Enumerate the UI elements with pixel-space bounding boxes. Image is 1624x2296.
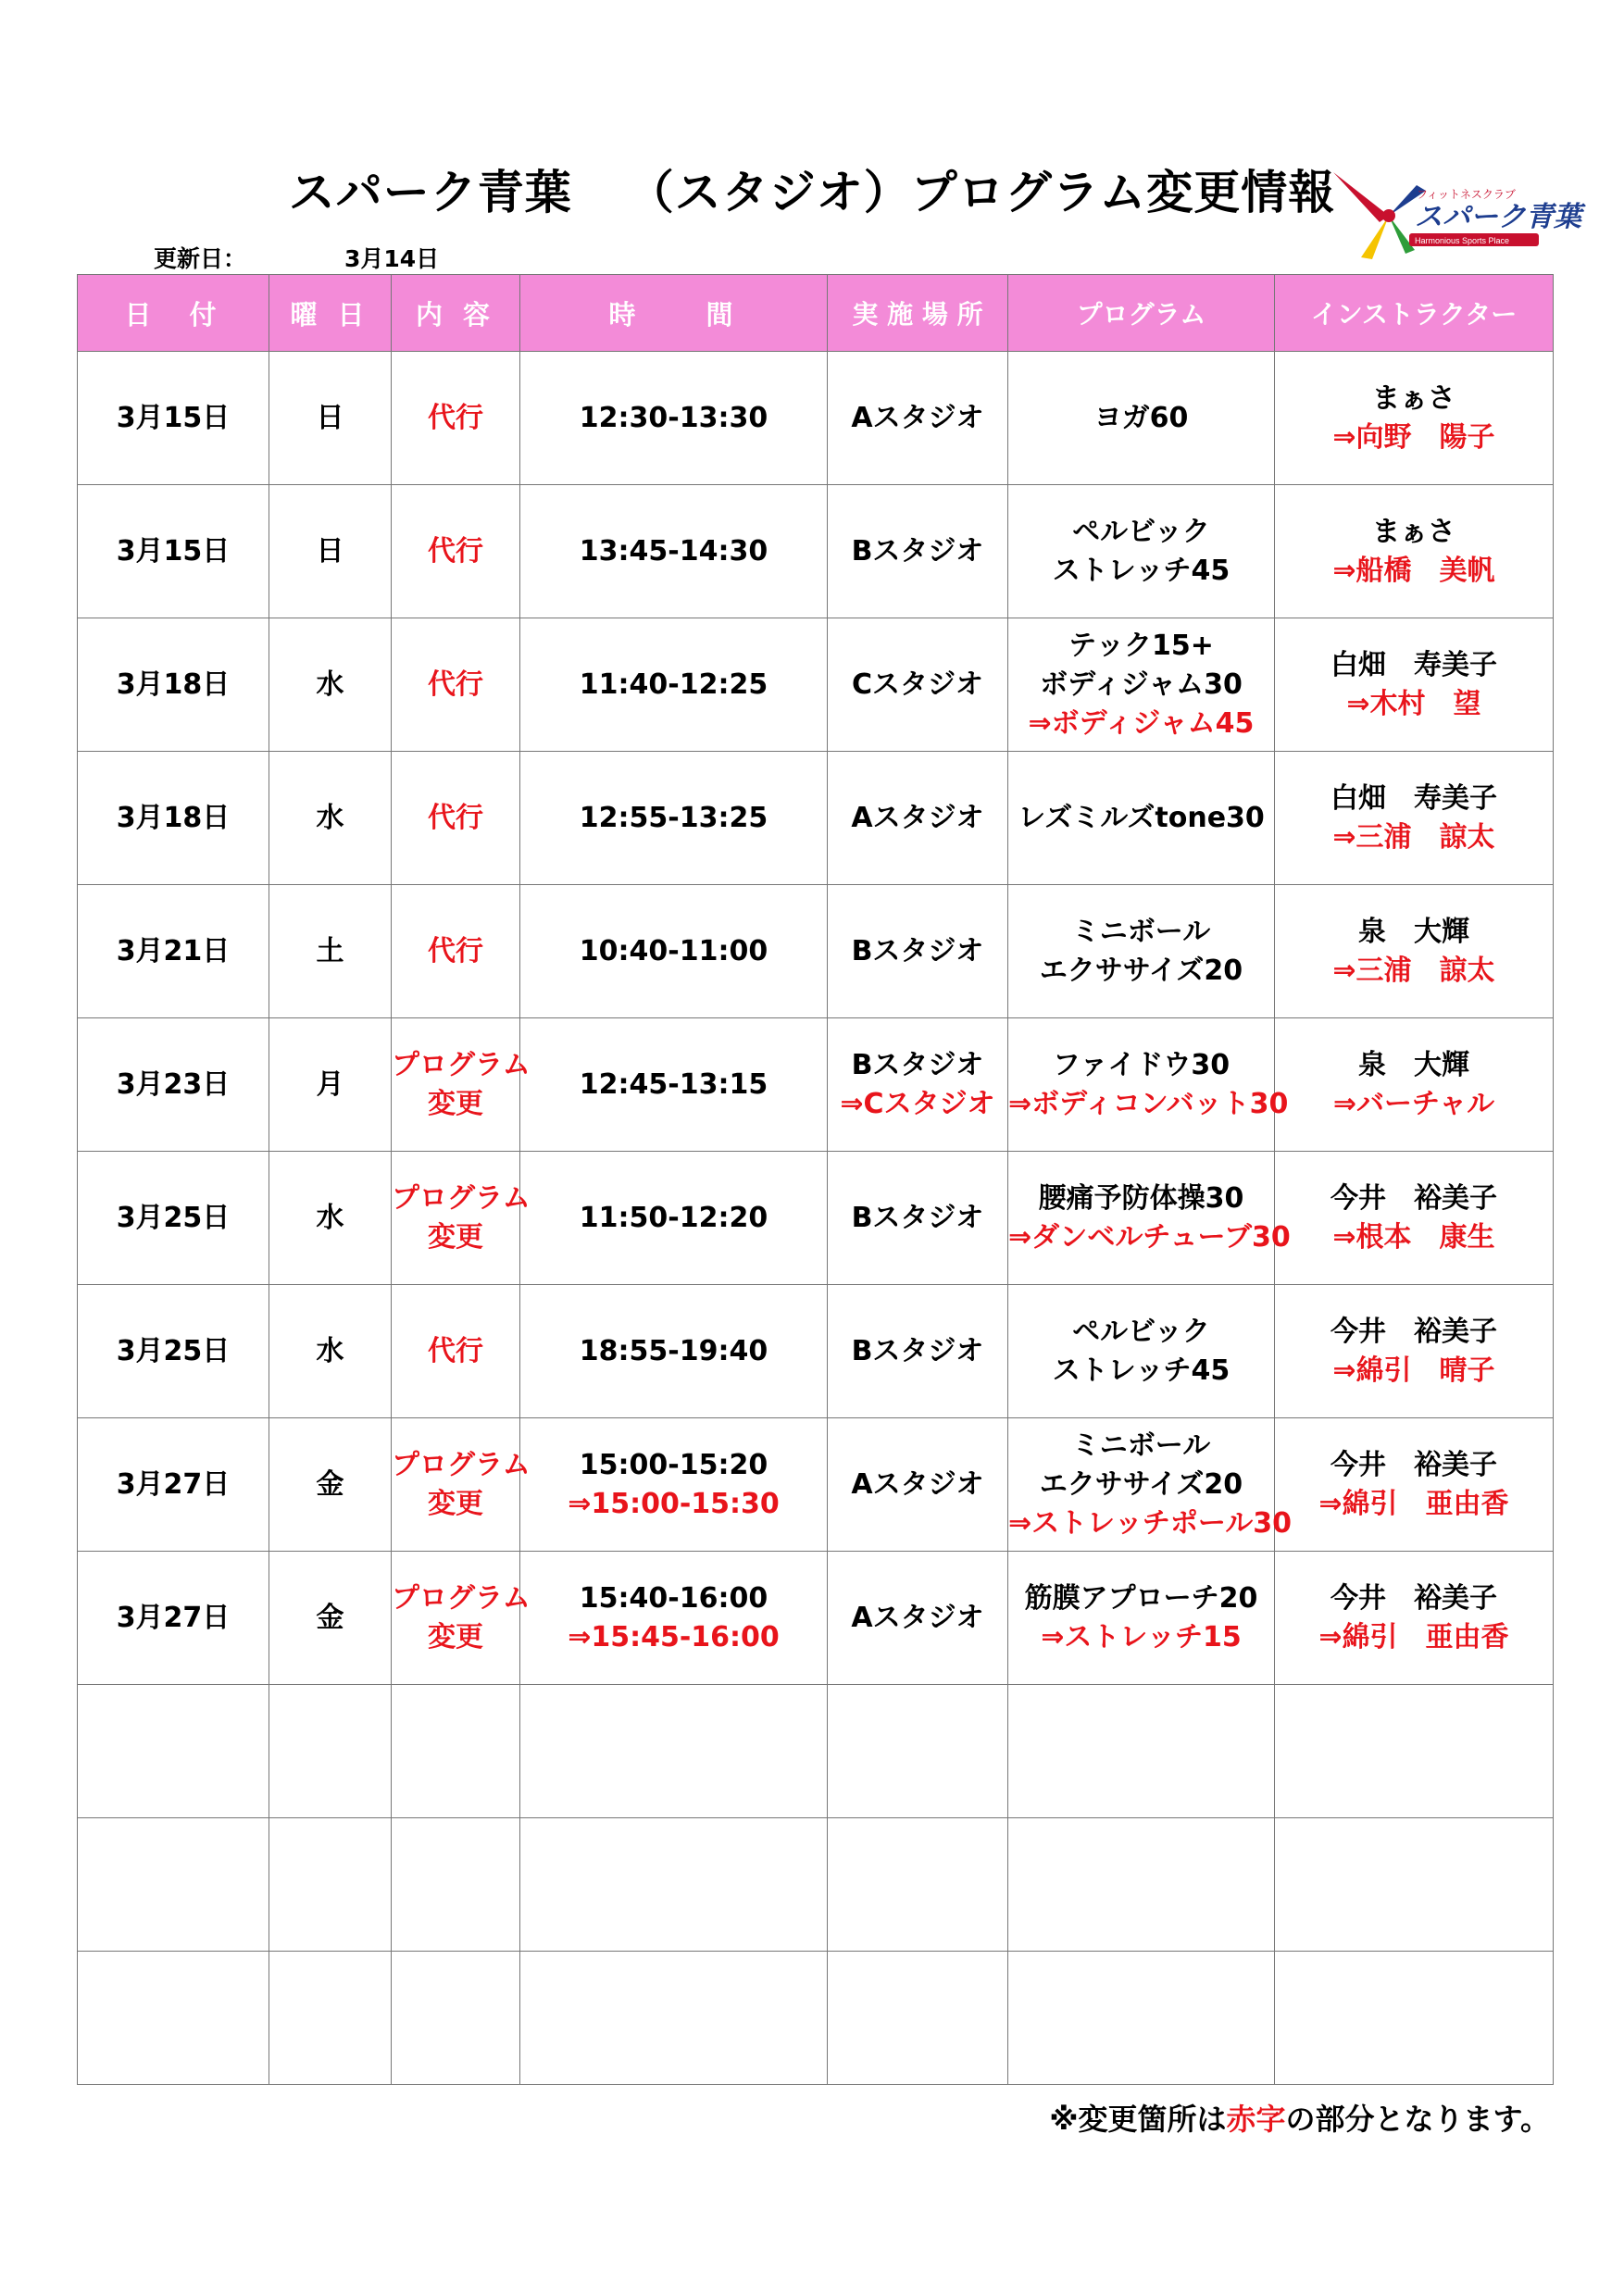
place-cell xyxy=(828,1152,1008,1285)
type-cell xyxy=(392,885,520,1018)
instructor-new: ⇒綿引 晴子 xyxy=(1332,1354,1495,1387)
time-cell xyxy=(520,885,828,1018)
dow-cell: 水 xyxy=(269,752,392,885)
time-value: 12:45-13:15 xyxy=(579,1067,768,1101)
time-cell xyxy=(520,618,828,752)
instructor-cell xyxy=(1275,1552,1554,1685)
place-cell xyxy=(828,352,1008,485)
program-new: ⇒ストレッチポール30 xyxy=(1008,1506,1292,1540)
time-value: 12:30-13:30 xyxy=(579,401,768,434)
empty-row xyxy=(78,1685,1554,1818)
dow-cell: 日 xyxy=(269,352,392,485)
instructor-cell xyxy=(1275,1418,1554,1552)
empty-cell xyxy=(828,1952,1008,2085)
type-label: プログラム xyxy=(392,1048,531,1081)
date-cell: 3月18日 xyxy=(78,752,269,885)
empty-cell xyxy=(520,1685,828,1818)
type-label-2: 変更 xyxy=(428,1220,483,1254)
time-value: 15:40-16:00 xyxy=(579,1581,768,1615)
empty-cell xyxy=(78,1818,269,1952)
empty-cell xyxy=(392,1685,520,1818)
col-program: プログラム xyxy=(1008,275,1275,352)
instructor-new: ⇒三浦 諒太 xyxy=(1332,820,1495,854)
instructor-name: 白畑 寿美子 xyxy=(1330,648,1497,681)
time-value: 10:40-11:00 xyxy=(579,934,768,967)
program-name: ファイドウ30 xyxy=(1052,1048,1230,1081)
type-label: プログラム xyxy=(392,1181,531,1215)
dow-cell: 水 xyxy=(269,618,392,752)
type-cell xyxy=(392,485,520,618)
table-row xyxy=(78,485,1554,618)
dow-cell: 金 xyxy=(269,1418,392,1552)
date-cell: 3月27日 xyxy=(78,1552,269,1685)
type-label: 代行 xyxy=(428,934,483,967)
dow-cell: 日 xyxy=(269,485,392,618)
program-name: 筋膜アプローチ20 xyxy=(1024,1581,1258,1615)
program-cell xyxy=(1008,352,1275,485)
instructor-cell xyxy=(1275,352,1554,485)
place-cell xyxy=(828,885,1008,1018)
place-value: Bスタジオ xyxy=(851,934,984,967)
instructor-name: 今井 裕美子 xyxy=(1330,1581,1497,1615)
program-name-2: エクササイズ20 xyxy=(1039,954,1243,987)
program-name: ペルビック xyxy=(1072,515,1210,548)
dow-cell: 水 xyxy=(269,1285,392,1418)
date-cell: 3月25日 xyxy=(78,1152,269,1285)
logo-caption-bottom: Harmonious Sports Place xyxy=(1415,236,1510,245)
date-cell: 3月23日 xyxy=(78,1018,269,1152)
program-name: ミニボール xyxy=(1071,1429,1211,1462)
logo-brand: スパーク青葉 xyxy=(1415,202,1581,232)
program-name: レズミルズtone30 xyxy=(1018,801,1265,834)
place-new-value: ⇒Cスタジオ xyxy=(840,1087,995,1120)
instructor-cell xyxy=(1275,1152,1554,1285)
col-time: 時 間 xyxy=(520,275,828,352)
time-cell xyxy=(520,485,828,618)
col-date: 日 付 xyxy=(78,275,269,352)
place-cell xyxy=(828,618,1008,752)
updated-label: 更新日： xyxy=(154,245,247,272)
instructor-name: まぁさ xyxy=(1372,515,1455,548)
program-cell xyxy=(1008,1552,1275,1685)
instructor-name: まぁさ xyxy=(1372,381,1455,415)
type-cell xyxy=(392,352,520,485)
table-row xyxy=(78,1552,1554,1685)
type-label: プログラム xyxy=(392,1581,531,1615)
time-value: 12:55-13:25 xyxy=(579,801,768,834)
empty-cell xyxy=(1275,1685,1554,1818)
logo-stroke-red xyxy=(1333,172,1389,222)
col-type: 内 容 xyxy=(392,275,520,352)
table-row xyxy=(78,752,1554,885)
date-cell: 3月27日 xyxy=(78,1418,269,1552)
empty-cell xyxy=(78,1685,269,1818)
empty-cell xyxy=(828,1685,1008,1818)
type-cell xyxy=(392,1552,531,1685)
instructor-name: 泉 大輝 xyxy=(1358,915,1469,948)
time-cell xyxy=(520,1152,828,1285)
type-label: 代行 xyxy=(428,1334,483,1367)
type-label: 代行 xyxy=(428,801,483,834)
instructor-new: ⇒バーチャル xyxy=(1332,1087,1495,1120)
type-label: 代行 xyxy=(428,668,483,701)
type-cell xyxy=(392,1285,520,1418)
empty-cell xyxy=(392,1952,520,2085)
time-cell xyxy=(520,1285,828,1418)
empty-cell xyxy=(269,1818,392,1952)
instructor-name: 白畑 寿美子 xyxy=(1330,781,1497,815)
empty-row xyxy=(78,1952,1554,2085)
instructor-new: ⇒根本 康生 xyxy=(1332,1220,1495,1254)
program-name: 腰痛予防体操30 xyxy=(1038,1181,1244,1215)
program-name-2: エクササイズ20 xyxy=(1039,1467,1243,1501)
type-cell xyxy=(392,1152,531,1285)
col-instructor: インストラクター xyxy=(1275,275,1554,352)
instructor-new: ⇒向野 陽子 xyxy=(1332,420,1495,454)
program-name: ペルビック xyxy=(1072,1315,1210,1348)
program-cell xyxy=(1008,885,1275,1018)
instructor-new: ⇒船橋 美帆 xyxy=(1332,554,1495,587)
type-label-2: 変更 xyxy=(428,1487,483,1520)
date-cell: 3月18日 xyxy=(78,618,269,752)
instructor-cell xyxy=(1275,752,1554,885)
program-name-2: ストレッチ45 xyxy=(1052,554,1230,587)
program-cell xyxy=(1008,1418,1292,1552)
spark-aoba-logo xyxy=(1324,165,1581,267)
empty-cell xyxy=(269,1685,392,1818)
title-left: スパーク青葉 xyxy=(288,166,572,219)
program-name-2: ボディジャム30 xyxy=(1040,668,1243,701)
table-row xyxy=(78,618,1554,752)
time-value: 13:45-14:30 xyxy=(579,534,768,568)
program-cell xyxy=(1008,485,1275,618)
instructor-name: 今井 裕美子 xyxy=(1330,1448,1497,1481)
time-value: 11:50-12:20 xyxy=(579,1201,768,1234)
schedule-table xyxy=(77,274,1554,2085)
empty-cell xyxy=(269,1952,392,2085)
footer-note-part3: の部分となります。 xyxy=(1285,2102,1550,2137)
table-row xyxy=(78,885,1554,1018)
time-cell xyxy=(520,352,828,485)
place-cell xyxy=(828,752,1008,885)
place-value: Bスタジオ xyxy=(851,1334,984,1367)
time-cell xyxy=(520,1018,828,1152)
place-value: Cスタジオ xyxy=(851,668,984,701)
place-value: Aスタジオ xyxy=(851,401,984,434)
time-value: 15:00-15:20 xyxy=(579,1448,768,1481)
empty-cell xyxy=(828,1818,1008,1952)
program-cell xyxy=(1008,618,1275,752)
type-cell xyxy=(392,752,520,885)
empty-cell xyxy=(392,1818,520,1952)
instructor-new: ⇒三浦 諒太 xyxy=(1332,954,1495,987)
type-label-2: 変更 xyxy=(428,1620,483,1653)
footer-note xyxy=(1049,2096,1550,2139)
program-new: ⇒ストレッチ15 xyxy=(1041,1620,1242,1653)
empty-cell xyxy=(520,1818,828,1952)
type-label: 代行 xyxy=(428,534,483,568)
logo-caption-top: フィットネスクラブ xyxy=(1417,188,1516,201)
logo-center xyxy=(1382,209,1395,222)
place-cell xyxy=(828,1418,1008,1552)
logo-stroke-yellow xyxy=(1361,216,1389,259)
type-cell xyxy=(392,1418,531,1552)
program-cell xyxy=(1008,1018,1289,1152)
dow-cell: 土 xyxy=(269,885,392,1018)
program-new: ⇒ダンベルチューブ30 xyxy=(1008,1220,1291,1254)
program-cell xyxy=(1008,752,1275,885)
instructor-new: ⇒木村 望 xyxy=(1346,687,1481,720)
place-value: Aスタジオ xyxy=(851,1601,984,1634)
instructor-name: 泉 大輝 xyxy=(1358,1048,1469,1081)
type-cell xyxy=(392,1018,531,1152)
program-name: テック15+ xyxy=(1068,629,1214,662)
date-cell: 3月15日 xyxy=(78,352,269,485)
empty-cell xyxy=(1008,1685,1275,1818)
empty-cell xyxy=(520,1952,828,2085)
empty-cell xyxy=(1008,1952,1275,2085)
time-new-value: ⇒15:45-16:00 xyxy=(568,1620,780,1653)
empty-cell xyxy=(1275,1818,1554,1952)
time-cell xyxy=(520,1418,828,1552)
program-new: ⇒ボディジャム45 xyxy=(1028,706,1255,740)
instructor-new: ⇒綿引 亜由香 xyxy=(1318,1620,1509,1653)
instructor-cell xyxy=(1275,485,1554,618)
place-value: Aスタジオ xyxy=(851,801,984,834)
dow-cell: 金 xyxy=(269,1552,392,1685)
instructor-new: ⇒綿引 亜由香 xyxy=(1318,1487,1509,1520)
empty-row xyxy=(78,1818,1554,1952)
table-row xyxy=(78,352,1554,485)
table-row xyxy=(78,1018,1554,1152)
program-name-2: ストレッチ45 xyxy=(1052,1354,1230,1387)
date-cell: 3月25日 xyxy=(78,1285,269,1418)
program-name: ヨガ60 xyxy=(1093,401,1189,434)
place-cell xyxy=(828,1285,1008,1418)
time-value: 18:55-19:40 xyxy=(579,1334,768,1367)
place-value: Aスタジオ xyxy=(851,1467,984,1501)
instructor-cell xyxy=(1275,618,1554,752)
time-new-value: ⇒15:00-15:30 xyxy=(568,1487,780,1520)
col-dow: 曜 日 xyxy=(269,275,392,352)
program-name: ミニボール xyxy=(1071,915,1211,948)
date-cell: 3月15日 xyxy=(78,485,269,618)
place-value: Bスタジオ xyxy=(851,1048,984,1081)
time-cell xyxy=(520,752,828,885)
updated-date: 3月14日 xyxy=(344,245,440,272)
type-label-2: 変更 xyxy=(428,1087,483,1120)
empty-cell xyxy=(1008,1818,1275,1952)
date-cell: 3月21日 xyxy=(78,885,269,1018)
type-label: 代行 xyxy=(428,401,483,434)
place-cell xyxy=(828,1552,1008,1685)
table-row xyxy=(78,1152,1554,1285)
place-cell xyxy=(828,1018,1008,1152)
empty-cell xyxy=(1275,1952,1554,2085)
footer-note-red: 赤字 xyxy=(1226,2102,1286,2137)
footer-note-part1: ※変更箇所は xyxy=(1049,2102,1227,2137)
type-cell xyxy=(392,618,520,752)
place-cell xyxy=(828,485,1008,618)
title-right: （スタジオ）プログラム変更情報 xyxy=(627,166,1336,219)
instructor-name: 今井 裕美子 xyxy=(1330,1181,1497,1215)
instructor-cell xyxy=(1275,1018,1554,1152)
time-cell xyxy=(520,1552,828,1685)
program-cell xyxy=(1008,1285,1275,1418)
empty-cell xyxy=(78,1952,269,2085)
place-value: Bスタジオ xyxy=(851,534,984,568)
program-new: ⇒ボディコンバット30 xyxy=(1008,1087,1289,1120)
place-value: Bスタジオ xyxy=(851,1201,984,1234)
table-row xyxy=(78,1418,1554,1552)
instructor-cell xyxy=(1275,1285,1554,1418)
dow-cell: 水 xyxy=(269,1152,392,1285)
header-row xyxy=(78,275,1554,352)
table-row xyxy=(78,1285,1554,1418)
instructor-name: 今井 裕美子 xyxy=(1330,1315,1497,1348)
type-label: プログラム xyxy=(392,1448,531,1481)
time-value: 11:40-12:25 xyxy=(579,668,768,701)
program-cell xyxy=(1008,1152,1291,1285)
instructor-cell xyxy=(1275,885,1554,1018)
col-place: 実 施 場 所 xyxy=(828,275,1008,352)
dow-cell: 月 xyxy=(269,1018,392,1152)
